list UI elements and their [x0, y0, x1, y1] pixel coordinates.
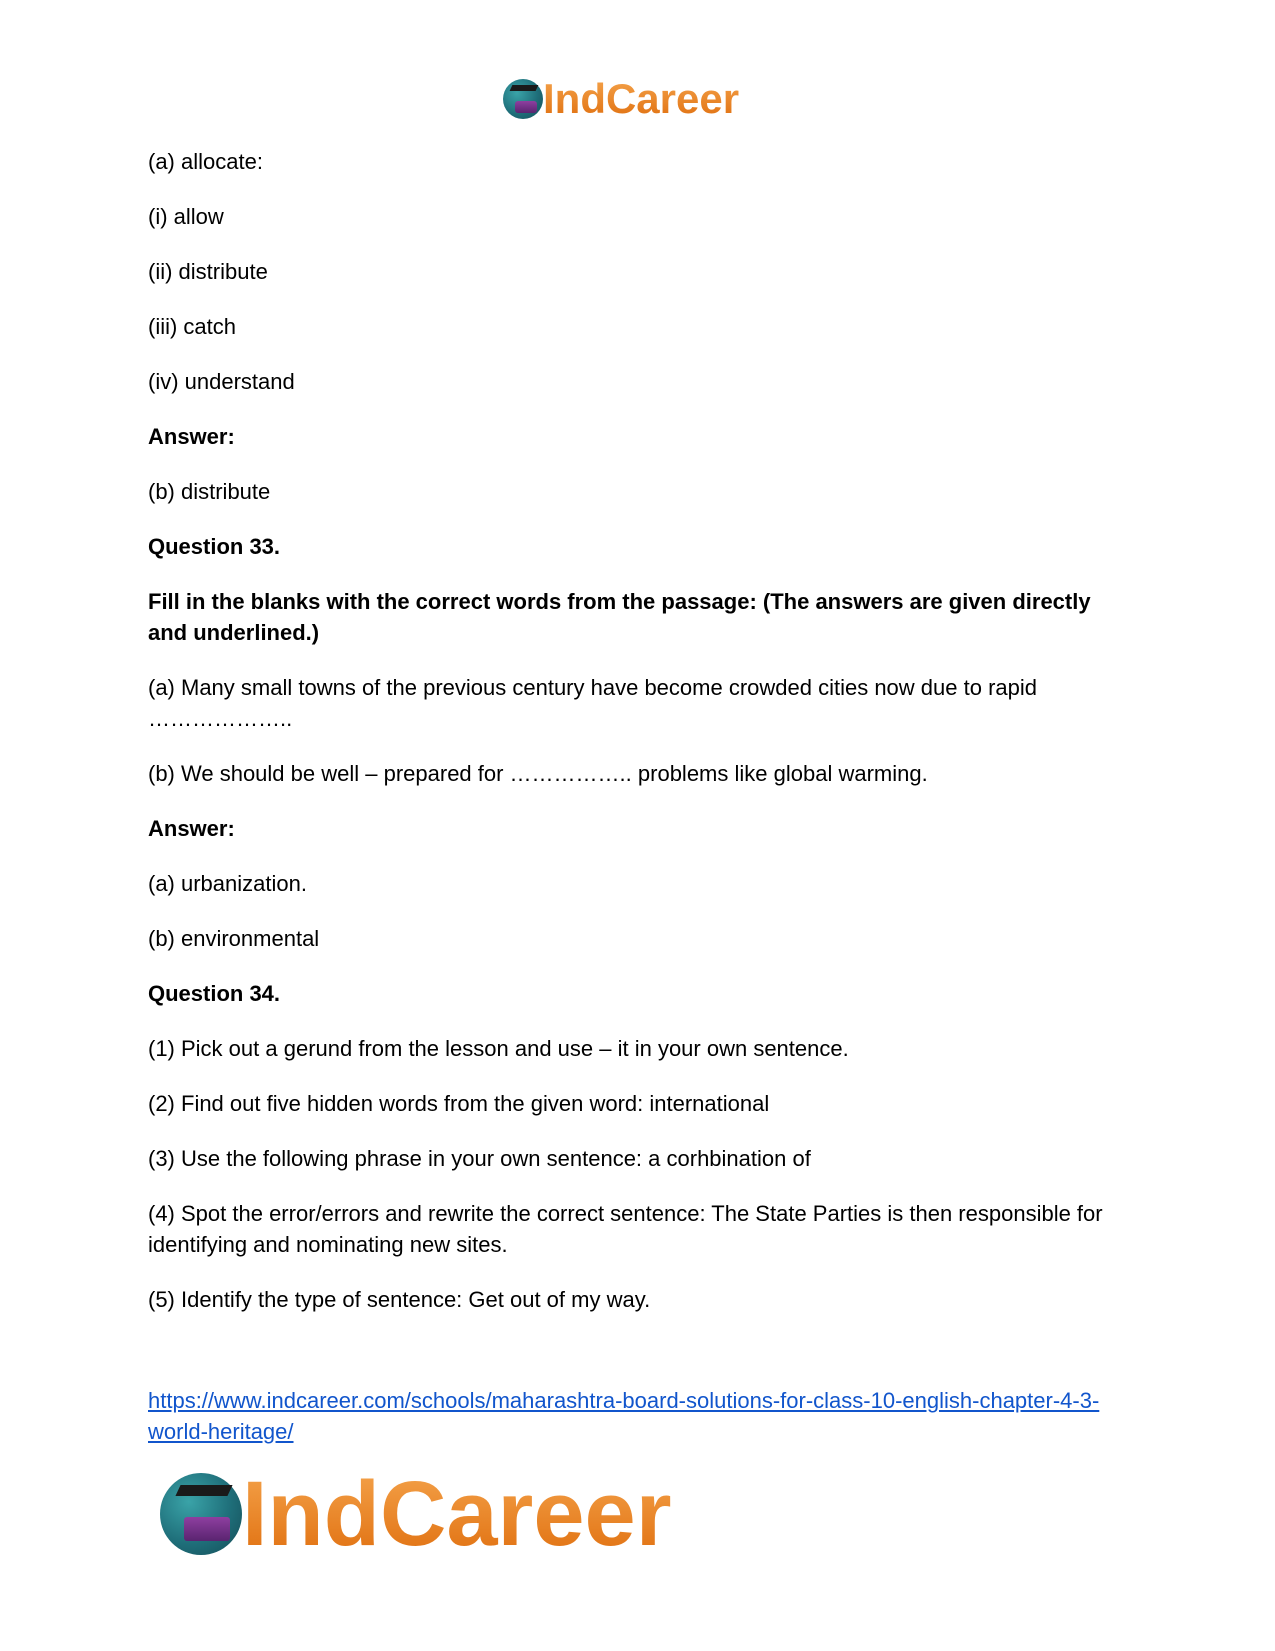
line-19: (4) Spot the error/errors and rewrite the correct sentence: The State Parties is then responsible for identifying and nominating new sites.: [148, 1201, 1103, 1257]
line-1: (a) allocate:: [148, 149, 263, 174]
document-body: [148, 146, 1128, 1339]
line-2: (i) allow: [148, 204, 224, 229]
line-18: (3) Use the following phrase in your own sentence: a corhbination of: [148, 1146, 811, 1171]
header-logo-text: IndCareer: [543, 75, 740, 122]
line-16: (1) Pick out a gerund from the lesson and use – it in your own sentence.: [148, 1036, 849, 1061]
footer-logo-text: IndCareer: [242, 1463, 672, 1565]
question-33-heading: Question 33.: [148, 534, 281, 559]
line-14: (b) environmental: [148, 926, 320, 951]
question-34-heading: Question 34.: [148, 981, 281, 1006]
answer-heading-1: Answer:: [148, 424, 235, 449]
line-17: (2) Find out five hidden words from the given word: international: [148, 1091, 770, 1116]
line-20: (5) Identify the type of sentence: Get out of my way.: [148, 1287, 651, 1312]
line-11: (b) We should be well – prepared for …………….. problems like global warming.: [148, 761, 928, 786]
line-7: (b) distribute: [148, 479, 271, 504]
line-5: (iv) understand: [148, 369, 295, 394]
graduation-book-icon: [160, 1473, 242, 1555]
source-url-link[interactable]: https://www.indcareer.com/schools/maharashtra-board-solutions-for-class-10-english-chapter-4-3-world-heritage/: [148, 1388, 1100, 1444]
line-4: (iii) catch: [148, 314, 237, 339]
header-logo: [503, 75, 740, 122]
question-33-instruction: Fill in the blanks with the correct words from the passage: (The answers are given directly and underlined.): [148, 589, 1091, 645]
line-10: (a) Many small towns of the previous century have become crowded cities now due to rapid ………………..: [148, 675, 1037, 731]
line-13: (a) urbanization.: [148, 871, 307, 896]
answer-heading-2: Answer:: [148, 816, 235, 841]
graduation-book-icon: [503, 79, 543, 119]
line-3: (ii) distribute: [148, 259, 268, 284]
footer-logo: [160, 1463, 672, 1565]
